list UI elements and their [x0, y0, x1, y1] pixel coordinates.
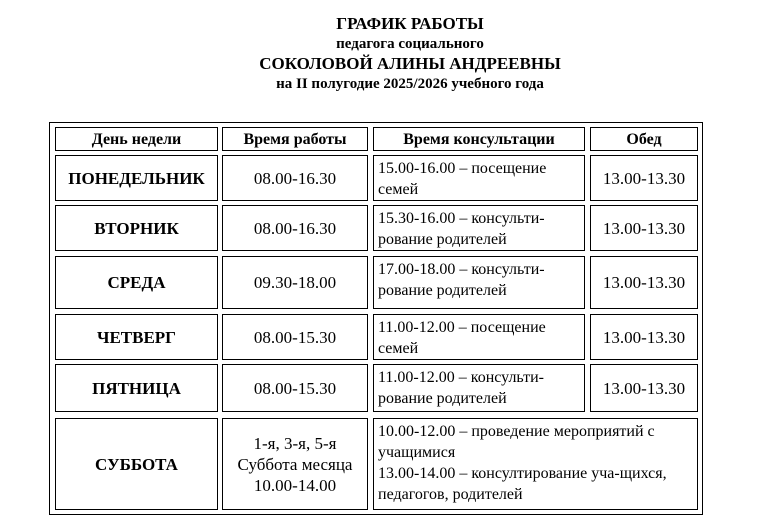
day-cell: ЧЕТВЕРГ: [55, 314, 218, 360]
work-time-cell: 08.00-15.30: [222, 364, 368, 412]
work-time-cell: 08.00-16.30: [222, 205, 368, 251]
lunch-cell: 13.00-13.30: [590, 155, 698, 201]
day-cell: ПЯТНИЦА: [55, 364, 218, 412]
document-title: [0, 14, 762, 94]
header-day: День недели: [55, 127, 218, 151]
consult-cell: 17.00-18.00 – консульти-рование родителей: [373, 256, 585, 309]
consult-cell: 11.00-12.00 – посещение семей: [373, 314, 585, 360]
saturday-consult-line: 10.00-12.00 – проведение мероприятий с учащимися: [378, 423, 655, 461]
work-time-cell: 08.00-15.30: [222, 314, 368, 360]
lunch-cell: 13.00-13.30: [590, 205, 698, 251]
title-line-3: СОКОЛОВОЙ АЛИНЫ АНДРЕЕВНЫ: [259, 54, 561, 73]
title-line-1: ГРАФИК РАБОТЫ: [336, 14, 484, 33]
title-line-4: на II полугодие 2025/2026 учебного года: [276, 76, 544, 92]
header-consult-time: Время консультации: [373, 127, 585, 151]
consult-cell: 11.00-12.00 – консульти-рование родителей: [373, 364, 585, 412]
header-lunch: Обед: [590, 127, 698, 151]
day-cell: ПОНЕДЕЛЬНИК: [55, 155, 218, 201]
consult-cell: [373, 418, 698, 510]
consult-cell: 15.30-16.00 – консульти-рование родителей: [373, 205, 585, 251]
day-cell: ВТОРНИК: [55, 205, 218, 251]
work-time-cell: [222, 418, 368, 510]
lunch-cell: 13.00-13.30: [590, 256, 698, 309]
lunch-cell: 13.00-13.30: [590, 364, 698, 412]
saturday-work-line: Суббота месяца: [237, 454, 353, 474]
day-cell: СУББОТА: [55, 418, 218, 510]
header-work-time: Время работы: [222, 127, 368, 151]
saturday-work-line: 1-я, 3-я, 5-я: [253, 433, 337, 453]
work-time-cell: 09.30-18.00: [222, 256, 368, 309]
consult-cell: 15.00-16.00 – посещение семей: [373, 155, 585, 201]
saturday-consult-line: 13.00-14.00 – консултирование уча-щихся, педагогов, родителей: [378, 465, 667, 503]
lunch-cell: 13.00-13.30: [590, 314, 698, 360]
work-time-cell: 08.00-16.30: [222, 155, 368, 201]
title-line-2: педагога социального: [336, 36, 484, 52]
day-cell: СРЕДА: [55, 256, 218, 309]
saturday-work-line: 10.00-14.00: [253, 475, 337, 495]
